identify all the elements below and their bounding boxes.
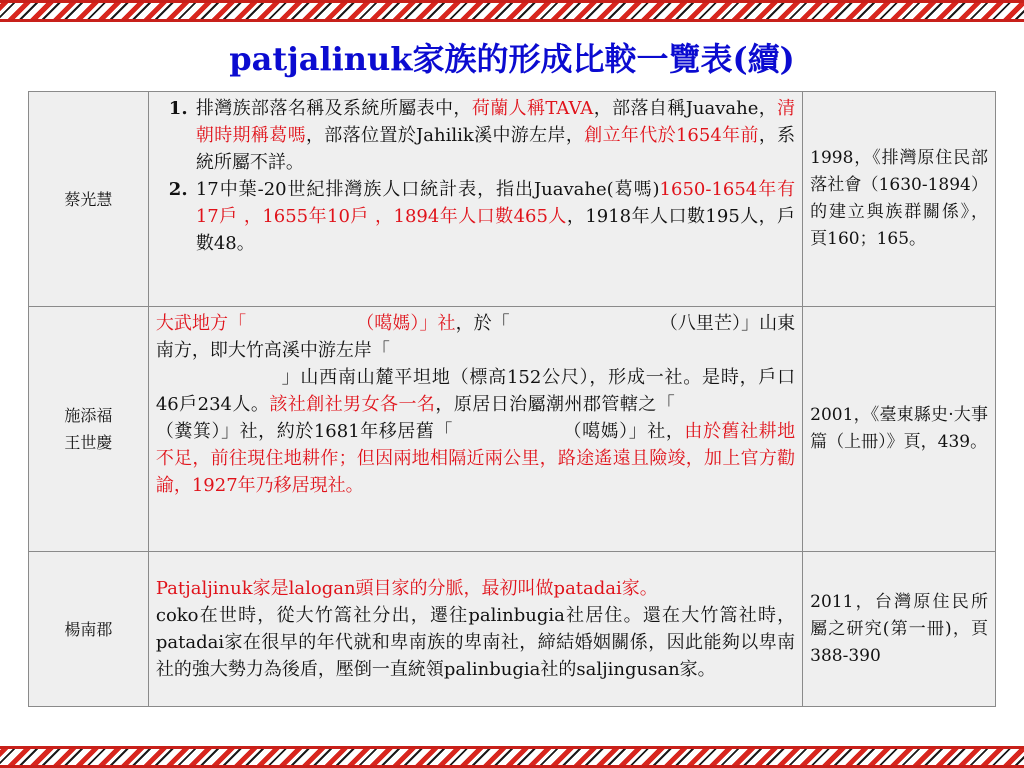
text-segment: （八里芒）」山東南方，即大竹高溪中游左岸「 <box>155 313 796 361</box>
text-segment: ，於「 <box>455 313 510 334</box>
bottom-decorative-border <box>0 746 1024 768</box>
top-decorative-border <box>0 0 1024 22</box>
text-segment: 17中葉-20世紀排灣族人口統計表，指出Juavahe(葛嗎) <box>195 179 660 200</box>
text-segment: ，原居日治屬潮州郡管轄之「 <box>435 394 676 415</box>
description-cell <box>148 92 802 307</box>
author-cell: 蔡光慧 <box>29 92 149 307</box>
comparison-table <box>28 91 996 707</box>
highlight-text: 創立年代於1654年前 <box>584 125 759 146</box>
text-segment: （糞箕）」社，約於1681年移居舊「 <box>155 421 453 442</box>
text-segment: 排灣族部落名稱及系統所屬表中， <box>195 98 472 119</box>
table-row <box>29 307 996 552</box>
author-cell: 楊南郡 <box>29 552 149 707</box>
table-row <box>29 552 996 707</box>
source-cell: 1998，《排灣原住民部落社會（1630-1894）的建立與族群關係》，頁160；165。 <box>803 92 996 307</box>
description-cell <box>148 552 802 707</box>
highlight-text: 1650-1654年有17戶 ，1655年10戶 ，1894年人口數465人 <box>195 179 796 227</box>
author-name: 王世慶 <box>64 433 113 452</box>
author-cell <box>29 307 149 552</box>
description-cell <box>148 307 802 552</box>
highlight-text: 大武地方「 <box>155 313 247 334</box>
highlight-text: 荷蘭人稱TAVA <box>471 98 594 119</box>
page-title: patjalinuk家族的形成比較一覽表(續) <box>229 40 795 78</box>
source-cell: 2011，台灣原住民所屬之研究(第一冊)，頁388-390 <box>803 552 996 707</box>
text-segment: （噶媽）」社， <box>562 421 685 442</box>
source-cell: 2001，《臺東縣史·大事篇（上冊）》頁，439。 <box>803 307 996 552</box>
text-segment: ，系統所屬不詳。 <box>195 125 796 173</box>
highlight-text: Patjaljinuk家是lalogan頭目家的分脈，最初叫做patadai家。 <box>155 578 658 599</box>
text-segment: ，部落自稱Juavahe， <box>593 98 778 119</box>
text-segment: ，1918年人口數195人，戶數48。 <box>195 206 796 254</box>
author-name: 施添福 <box>64 406 113 425</box>
list-item <box>194 176 795 257</box>
text-segment: ，部落位置於Jahilik溪中游左岸， <box>305 125 585 146</box>
text-segment: 」山西南山麓平坦地（標高152公尺），形成一社。是時，戶口46戶234人。 <box>155 367 796 415</box>
highlight-text: 清朝時期稱葛嗎 <box>195 98 796 146</box>
highlight-text: （噶媽）」社 <box>356 313 456 334</box>
text-segment: coko在世時，從大竹篙社分出，遷往palinbugia社居住。還在大竹篙社時，patadai家在很早的年代就和卑南族的卑南社，締結婚姻關係，因此能夠以卑南社的強大勢力為後盾，壓倒一直統領palinbugia社的saljingusan家。 <box>155 605 796 680</box>
highlight-text: 該社創社男女各一名 <box>269 394 436 415</box>
description-list <box>156 95 795 257</box>
highlight-text: 由於舊社耕地不足，前往現住地耕作；但因兩地相隔近兩公里，路途遙遠且險竣，加上官方勸諭，1927年乃移居現社。 <box>155 421 796 496</box>
table-row <box>29 92 996 307</box>
list-item <box>194 95 795 176</box>
